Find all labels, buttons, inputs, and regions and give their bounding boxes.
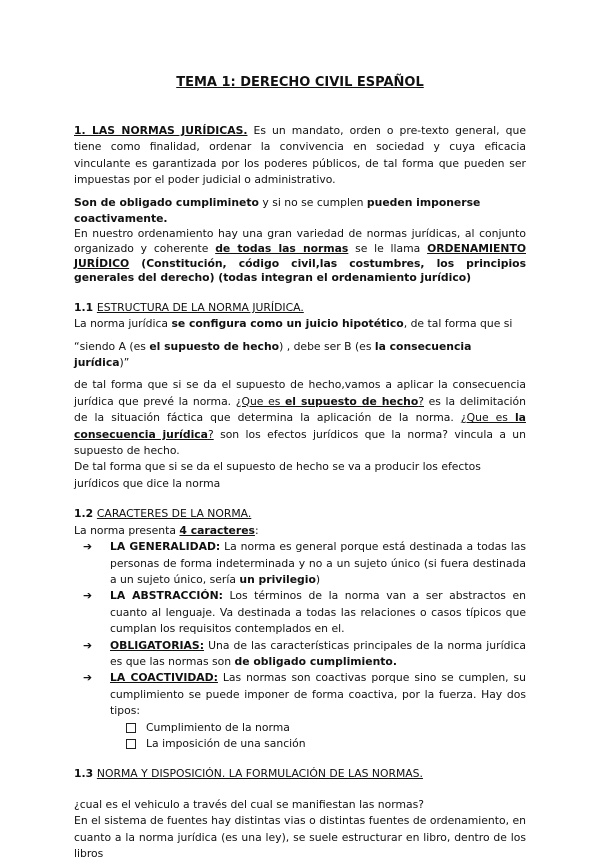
juicio-text-2: , de tal forma que si [403,317,513,331]
section-1-2-title: CARACTERES DE LA NORMA. [96,507,252,521]
ordenamiento-paragraph [74,227,526,285]
supuesto-answer-1: es la delimitación de la situación fáctica que determina la aplicación de la norma. [74,394,526,425]
obligatorias-title: OBLIGATORIAS: [110,638,205,652]
bullet-coactividad [74,670,526,719]
supuesto-question-2a: ¿Que es [460,411,515,425]
juicio-text-1: La norma jurídica [74,317,172,331]
ordenamiento-text-1: En nuestro ordenamiento hay una gran variedad de normas jurídicas, al conjunto organizado y coherente [74,227,526,256]
generalidad-title: LA GENERALIDAD: [110,540,221,554]
sub-item-cumplimiento [74,720,526,736]
fuentes-paragraph: En el sistema de fuentes hay distintas vias o distintas fuentes de ordenamiento, en cuanto a la norma jurídica (es una ley), se suele estructurar en libro, dentro de los libros [74,814,526,860]
document-body [74,123,526,862]
section-1-2-number: 1.2 [74,507,97,521]
caracteres-text-1: La norma presenta [74,523,180,537]
formula-text-1: “siendo A (es [74,339,150,353]
section-1-definition: Es un mandato, orden o pre-texto general, que tiene como finalidad, ordenar la convivencia en sociedad y cuya eficacia vinculante es garantizada por los poderes públicos, de tal forma que pueden ser impuestas por el poder judicial o administrativo. [74,124,526,187]
arrow-icon: ➔ [83,671,93,685]
caracteres-intro [74,523,526,539]
section-1-3-number: 1.3 [74,767,97,781]
obligation-text: y si no se cumplen [258,195,367,209]
supuesto-paragraph [74,377,526,459]
juicio-paragraph [74,316,526,332]
coactividad-title: LA COACTIVIDAD: [110,671,218,685]
generalidad-privilegio: un privilegio [239,572,316,586]
supuesto-answer-2: son los efectos jurídicos que la norma? vincula a un supuesto de hecho. [74,427,526,458]
formula-supuesto: el supuesto de hecho [149,339,280,353]
efectos-paragraph: De tal forma que si se da el supuesto de hecho se va a producir los efectos jurídicos que dice la norma [74,460,481,490]
supuesto-question-1b: el supuesto de hecho [284,394,419,408]
formula-consecuencia: la consecuencia jurídica [74,339,472,370]
supuesto-question-2c: ? [207,427,214,441]
section-1-1-heading [74,300,526,316]
ordenamiento-text-2: se le llama [348,242,428,256]
ordenamiento-term: ORDENAMIENTO JURÍDICO [74,242,527,270]
abstraccion-title: LA ABSTRACCIÓN: [110,589,223,603]
generalidad-close: ) [315,572,321,586]
supuesto-question-2b: la consecuencia jurídica [74,411,526,441]
sub-item-sancion [74,736,526,752]
obligation-paragraph [74,195,526,228]
formula-paragraph [74,339,526,372]
bullet-obligatorias [74,638,526,671]
section-1-2-heading [74,506,526,522]
sub-item-label: La imposición de una sanción [146,736,306,750]
formula-text-3: )” [119,356,130,370]
section-1-heading: 1. LAS NORMAS JURÍDICAS. [74,124,248,137]
formula-text-2: ) , debe ser B (es [279,339,375,353]
supuesto-question-1a: ¿Que es [235,394,285,408]
section-1-1-number: 1.1 [74,300,97,314]
supuesto-question-1c: ? [418,394,424,408]
sub-item-label: Cumplimiento de la norma [146,720,290,734]
caracteres-text-2: : [254,523,259,537]
bullet-generalidad [74,539,526,588]
checkbox-icon [126,739,136,749]
obligation-bold-2: pueden imponerse coactivamente. [74,195,481,226]
checkbox-icon [126,723,136,733]
section-1-paragraph [74,123,526,189]
caracteres-count: 4 caracteres [179,523,255,537]
section-1-1-title: ESTRUCTURA DE LA NORMA JURÍDICA. [96,300,304,314]
section-1-3-heading [74,766,526,782]
page-title: TEMA 1: DERECHO CIVIL ESPAÑOL [176,75,424,90]
coactividad-text: Las normas son coactivas porque sino se cumplen, su cumplimiento se puede imponer de forma coactiva, por la fuerza. Hay dos tipos: [110,671,526,718]
supuesto-text-1: de tal forma que si se da el supuesto de hecho,vamos a aplicar la consecuencia jurídica que prevé la norma. [74,378,526,408]
obligatorias-text: Una de las características principales de la norma jurídica es que las normas son [110,638,526,668]
vehiculo-question: ¿cual es el vehiculo a través del cual se manifiestan las normas? [74,797,424,811]
obligation-bold-1: Son de obligado cumplimineto [74,195,259,209]
arrow-icon: ➔ [83,638,93,652]
bullet-abstraccion [74,588,526,637]
ordenamiento-list: (Constitución, código civil,las costumbres, los principios generales del derecho) (todas integran el ordenamiento jurídico) [74,256,526,285]
arrow-icon: ➔ [83,540,93,554]
abstraccion-text: Los términos de la norma van a ser abstractos en cuanto al lenguaje. Va destinada a todas las relaciones o casos típicos que cumplan los requisitos contemplados en el. [110,589,526,636]
generalidad-text: La norma es general porque está destinada a todas las personas de forma indeterminada y no a un sujeto único (si fuera destinada a un sujeto único, sería [110,540,527,586]
ordenamiento-all-norms: de todas las normas [215,242,349,256]
arrow-icon: ➔ [83,589,93,603]
obligatorias-bold: de obligado cumplimiento. [234,654,397,668]
juicio-bold: se configura como un juicio hipotético [171,317,404,331]
section-1-3-title: NORMA Y DISPOSICIÓN. LA FORMULACIÓN DE LAS NORMAS. [96,767,423,781]
